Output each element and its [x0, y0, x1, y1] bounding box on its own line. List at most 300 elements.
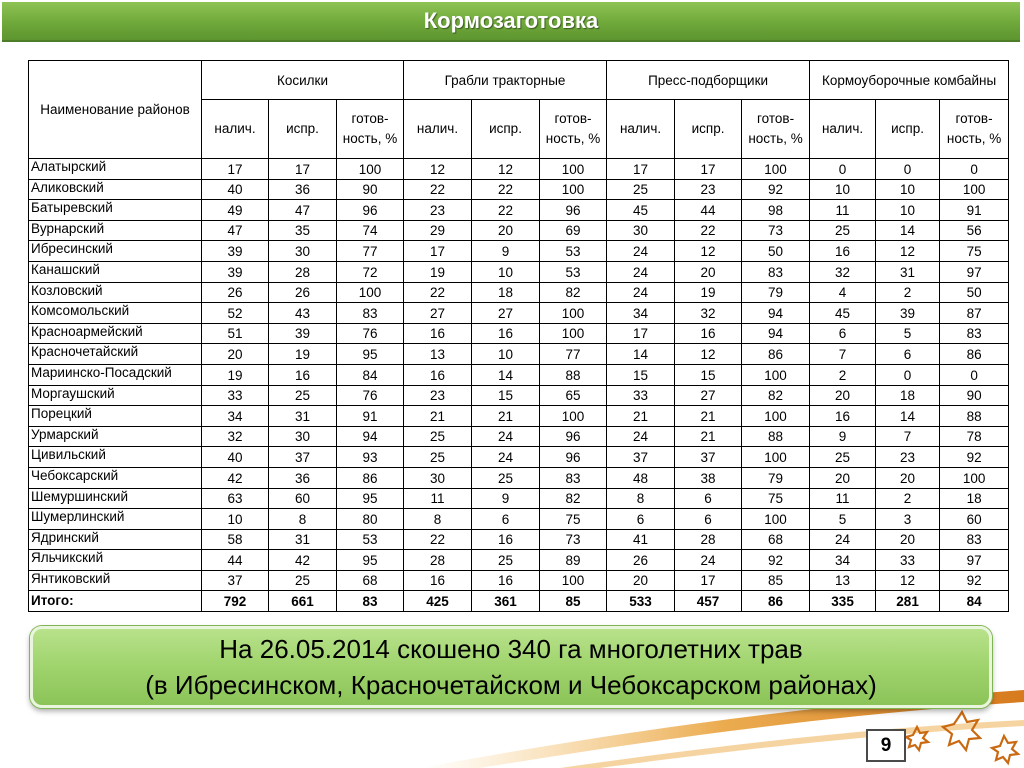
value-cell: 16 [472, 529, 540, 550]
value-cell: 75 [540, 509, 607, 530]
value-cell: 39 [202, 261, 269, 282]
sub-header: испр. [472, 100, 540, 159]
value-cell: 9 [472, 241, 540, 262]
value-cell: 87 [940, 303, 1009, 324]
value-cell: 6 [675, 488, 742, 509]
value-cell: 100 [742, 509, 810, 530]
value-cell: 83 [742, 261, 810, 282]
value-cell: 25 [810, 220, 876, 241]
district-name: Мариинско-Посадский [29, 364, 202, 385]
district-name: Козловский [29, 282, 202, 303]
value-cell: 92 [940, 447, 1009, 468]
value-cell: 51 [202, 323, 269, 344]
value-cell: 10 [202, 509, 269, 530]
district-name: Чебоксарский [29, 467, 202, 488]
value-cell: 82 [742, 385, 810, 406]
value-cell: 5 [810, 509, 876, 530]
value-cell: 16 [472, 323, 540, 344]
district-name: Ибресинский [29, 241, 202, 262]
value-cell: 90 [940, 385, 1009, 406]
value-cell: 100 [540, 406, 607, 427]
value-cell: 6 [810, 323, 876, 344]
value-cell: 92 [742, 179, 810, 200]
value-cell: 28 [675, 529, 742, 550]
value-cell: 11 [810, 200, 876, 221]
value-cell: 58 [202, 529, 269, 550]
value-cell: 37 [202, 570, 269, 591]
value-cell: 60 [269, 488, 337, 509]
district-name: Порецкий [29, 406, 202, 427]
value-cell: 17 [675, 570, 742, 591]
value-cell: 86 [742, 591, 810, 612]
value-cell: 94 [337, 426, 404, 447]
value-cell: 79 [742, 282, 810, 303]
page-title: Кормозаготовка [423, 8, 599, 33]
value-cell: 23 [404, 385, 472, 406]
district-name: Цивильский [29, 447, 202, 468]
value-cell: 18 [940, 488, 1009, 509]
value-cell: 91 [940, 200, 1009, 221]
value-cell: 100 [940, 467, 1009, 488]
value-cell: 95 [337, 344, 404, 365]
value-cell: 90 [337, 179, 404, 200]
value-cell: 41 [607, 529, 675, 550]
sub-header: налич. [607, 100, 675, 159]
value-cell: 50 [742, 241, 810, 262]
value-cell: 0 [810, 159, 876, 180]
value-cell: 34 [810, 550, 876, 571]
value-cell: 23 [675, 179, 742, 200]
value-cell: 361 [472, 591, 540, 612]
value-cell: 25 [269, 385, 337, 406]
value-cell: 22 [472, 179, 540, 200]
value-cell: 47 [269, 200, 337, 221]
value-cell: 96 [540, 447, 607, 468]
value-cell: 17 [675, 159, 742, 180]
value-cell: 17 [269, 159, 337, 180]
value-cell: 24 [472, 447, 540, 468]
value-cell: 79 [742, 467, 810, 488]
value-cell: 38 [675, 467, 742, 488]
value-cell: 92 [940, 570, 1009, 591]
value-cell: 44 [202, 550, 269, 571]
value-cell: 16 [404, 323, 472, 344]
group-header-balers: Пресс-подборщики [607, 61, 810, 100]
district-name: Янтиковский [29, 570, 202, 591]
value-cell: 6 [675, 509, 742, 530]
value-cell: 27 [675, 385, 742, 406]
value-cell: 77 [337, 241, 404, 262]
value-cell: 281 [876, 591, 940, 612]
value-cell: 94 [742, 323, 810, 344]
value-cell: 30 [269, 426, 337, 447]
value-cell: 14 [472, 364, 540, 385]
star-icon [992, 736, 1018, 763]
value-cell: 76 [337, 323, 404, 344]
value-cell: 97 [940, 550, 1009, 571]
value-cell: 11 [404, 488, 472, 509]
district-name: Алатырский [29, 159, 202, 180]
value-cell: 16 [269, 364, 337, 385]
value-cell: 24 [607, 261, 675, 282]
value-cell: 42 [269, 550, 337, 571]
value-cell: 56 [940, 220, 1009, 241]
district-name: Шемуршинский [29, 488, 202, 509]
value-cell: 24 [607, 282, 675, 303]
value-cell: 100 [742, 447, 810, 468]
value-cell: 88 [940, 406, 1009, 427]
value-cell: 17 [607, 159, 675, 180]
district-name: Ядринский [29, 529, 202, 550]
value-cell: 97 [940, 261, 1009, 282]
value-cell: 89 [540, 550, 607, 571]
value-cell: 45 [607, 200, 675, 221]
value-cell: 52 [202, 303, 269, 324]
value-cell: 20 [472, 220, 540, 241]
value-cell: 32 [202, 426, 269, 447]
value-cell: 425 [404, 591, 472, 612]
value-cell: 12 [404, 159, 472, 180]
value-cell: 7 [810, 344, 876, 365]
value-cell: 14 [876, 220, 940, 241]
value-cell: 28 [269, 261, 337, 282]
sub-header: испр. [876, 100, 940, 159]
value-cell: 30 [607, 220, 675, 241]
value-cell: 7 [876, 426, 940, 447]
district-name: Батыревский [29, 200, 202, 221]
value-cell: 20 [607, 570, 675, 591]
value-cell: 78 [940, 426, 1009, 447]
group-header-harvesters: Кормоуборочные комбайны [810, 61, 1009, 100]
value-cell: 92 [742, 550, 810, 571]
value-cell: 17 [404, 241, 472, 262]
value-cell: 73 [742, 220, 810, 241]
district-name: Урмарский [29, 426, 202, 447]
value-cell: 27 [472, 303, 540, 324]
value-cell: 37 [607, 447, 675, 468]
value-cell: 33 [202, 385, 269, 406]
value-cell: 30 [404, 467, 472, 488]
value-cell: 20 [810, 385, 876, 406]
district-name: Аликовский [29, 179, 202, 200]
value-cell: 13 [810, 570, 876, 591]
value-cell: 85 [540, 591, 607, 612]
value-cell: 15 [472, 385, 540, 406]
district-name: Моргаушский [29, 385, 202, 406]
sub-header: налич. [202, 100, 269, 159]
group-header-rakes: Грабли тракторные [404, 61, 607, 100]
value-cell: 68 [337, 570, 404, 591]
value-cell: 48 [607, 467, 675, 488]
value-cell: 100 [940, 179, 1009, 200]
value-cell: 24 [607, 241, 675, 262]
value-cell: 96 [540, 200, 607, 221]
sub-header: готов-ность, % [337, 100, 404, 159]
value-cell: 20 [876, 467, 940, 488]
value-cell: 84 [337, 364, 404, 385]
value-cell: 72 [337, 261, 404, 282]
value-cell: 2 [876, 488, 940, 509]
value-cell: 24 [810, 529, 876, 550]
value-cell: 25 [404, 447, 472, 468]
value-cell: 21 [472, 406, 540, 427]
value-cell: 75 [940, 241, 1009, 262]
value-cell: 33 [876, 550, 940, 571]
value-cell: 5 [876, 323, 940, 344]
value-cell: 40 [202, 179, 269, 200]
value-cell: 34 [202, 406, 269, 427]
value-cell: 9 [810, 426, 876, 447]
value-cell: 82 [540, 488, 607, 509]
value-cell: 96 [337, 200, 404, 221]
value-cell: 8 [607, 488, 675, 509]
value-cell: 24 [472, 426, 540, 447]
sub-header: испр. [675, 100, 742, 159]
value-cell: 77 [540, 344, 607, 365]
sub-header: налич. [404, 100, 472, 159]
value-cell: 95 [337, 488, 404, 509]
value-cell: 86 [337, 467, 404, 488]
value-cell: 20 [675, 261, 742, 282]
value-cell: 21 [675, 426, 742, 447]
value-cell: 25 [269, 570, 337, 591]
value-cell: 0 [876, 364, 940, 385]
value-cell: 73 [540, 529, 607, 550]
star-icon [906, 727, 928, 750]
value-cell: 22 [404, 529, 472, 550]
value-cell: 533 [607, 591, 675, 612]
group-header-mowers: Косилки [202, 61, 404, 100]
value-cell: 335 [810, 591, 876, 612]
value-cell: 47 [202, 220, 269, 241]
value-cell: 88 [742, 426, 810, 447]
sub-header: готов-ность, % [540, 100, 607, 159]
value-cell: 100 [742, 406, 810, 427]
value-cell: 50 [940, 282, 1009, 303]
value-cell: 32 [810, 261, 876, 282]
value-cell: 39 [269, 323, 337, 344]
value-cell: 0 [876, 159, 940, 180]
page-number: 9 [866, 729, 906, 762]
value-cell: 42 [202, 467, 269, 488]
value-cell: 22 [675, 220, 742, 241]
value-cell: 22 [404, 179, 472, 200]
value-cell: 25 [607, 179, 675, 200]
value-cell: 0 [940, 364, 1009, 385]
value-cell: 25 [472, 550, 540, 571]
value-cell: 2 [876, 282, 940, 303]
value-cell: 8 [404, 509, 472, 530]
value-cell: 15 [607, 364, 675, 385]
value-cell: 100 [337, 159, 404, 180]
value-cell: 12 [675, 344, 742, 365]
value-cell: 20 [202, 344, 269, 365]
value-cell: 6 [607, 509, 675, 530]
district-name: Шумерлинский [29, 509, 202, 530]
value-cell: 45 [810, 303, 876, 324]
value-cell: 8 [269, 509, 337, 530]
value-cell: 83 [940, 529, 1009, 550]
value-cell: 18 [472, 282, 540, 303]
value-cell: 86 [742, 344, 810, 365]
value-cell: 21 [404, 406, 472, 427]
value-cell: 12 [675, 241, 742, 262]
value-cell: 10 [876, 179, 940, 200]
value-cell: 12 [472, 159, 540, 180]
sub-header: испр. [269, 100, 337, 159]
value-cell: 24 [607, 426, 675, 447]
value-cell: 33 [607, 385, 675, 406]
value-cell: 100 [540, 159, 607, 180]
value-cell: 94 [742, 303, 810, 324]
value-cell: 17 [202, 159, 269, 180]
value-cell: 85 [742, 570, 810, 591]
value-cell: 95 [337, 550, 404, 571]
value-cell: 19 [404, 261, 472, 282]
value-cell: 96 [540, 426, 607, 447]
value-cell: 83 [337, 303, 404, 324]
value-cell: 63 [202, 488, 269, 509]
sub-header: налич. [810, 100, 876, 159]
value-cell: 36 [269, 467, 337, 488]
value-cell: 93 [337, 447, 404, 468]
value-cell: 68 [742, 529, 810, 550]
value-cell: 21 [675, 406, 742, 427]
value-cell: 100 [337, 282, 404, 303]
value-cell: 10 [876, 200, 940, 221]
value-cell: 65 [540, 385, 607, 406]
district-name: Вурнарский [29, 220, 202, 241]
value-cell: 75 [742, 488, 810, 509]
value-cell: 16 [810, 241, 876, 262]
value-cell: 457 [675, 591, 742, 612]
value-cell: 19 [269, 344, 337, 365]
value-cell: 31 [876, 261, 940, 282]
note-line-2: (в Ибресинском, Красночетайском и Чебоксарском районах) [145, 670, 877, 700]
value-cell: 39 [876, 303, 940, 324]
value-cell: 37 [675, 447, 742, 468]
value-cell: 15 [675, 364, 742, 385]
value-cell: 20 [876, 529, 940, 550]
value-cell: 661 [269, 591, 337, 612]
note-banner [30, 626, 992, 708]
value-cell: 4 [810, 282, 876, 303]
district-name: Красночетайский [29, 344, 202, 365]
value-cell: 39 [202, 241, 269, 262]
value-cell: 84 [940, 591, 1009, 612]
value-cell: 23 [876, 447, 940, 468]
value-cell: 13 [404, 344, 472, 365]
district-name: Красноармейский [29, 323, 202, 344]
value-cell: 100 [540, 179, 607, 200]
value-cell: 792 [202, 591, 269, 612]
value-cell: 31 [269, 406, 337, 427]
value-cell: 60 [940, 509, 1009, 530]
value-cell: 19 [675, 282, 742, 303]
value-cell: 30 [269, 241, 337, 262]
value-cell: 88 [540, 364, 607, 385]
value-cell: 40 [202, 447, 269, 468]
value-cell: 83 [337, 591, 404, 612]
value-cell: 36 [269, 179, 337, 200]
value-cell: 16 [404, 570, 472, 591]
value-cell: 98 [742, 200, 810, 221]
value-cell: 20 [810, 467, 876, 488]
value-cell: 0 [940, 159, 1009, 180]
value-cell: 91 [337, 406, 404, 427]
district-name-header: Наименование районов [29, 61, 202, 159]
value-cell: 28 [404, 550, 472, 571]
sub-header: готов-ность, % [940, 100, 1009, 159]
value-cell: 31 [269, 529, 337, 550]
value-cell: 76 [337, 385, 404, 406]
value-cell: 69 [540, 220, 607, 241]
value-cell: 100 [742, 364, 810, 385]
value-cell: 86 [940, 344, 1009, 365]
value-cell: 10 [472, 261, 540, 282]
value-cell: 53 [337, 529, 404, 550]
value-cell: 34 [607, 303, 675, 324]
value-cell: 22 [472, 200, 540, 221]
value-cell: 74 [337, 220, 404, 241]
district-name: Яльчикский [29, 550, 202, 571]
note-line-1: На 26.05.2014 скошено 340 га многолетних трав [219, 634, 803, 664]
value-cell: 53 [540, 261, 607, 282]
value-cell: 10 [810, 179, 876, 200]
value-cell: 11 [810, 488, 876, 509]
value-cell: 82 [540, 282, 607, 303]
value-cell: 9 [472, 488, 540, 509]
value-cell: 16 [675, 323, 742, 344]
value-cell: 2 [810, 364, 876, 385]
value-cell: 26 [269, 282, 337, 303]
value-cell: 83 [540, 467, 607, 488]
value-cell: 3 [876, 509, 940, 530]
value-cell: 44 [675, 200, 742, 221]
value-cell: 100 [742, 159, 810, 180]
value-cell: 26 [607, 550, 675, 571]
value-cell: 49 [202, 200, 269, 221]
value-cell: 32 [675, 303, 742, 324]
district-name: Комсомольский [29, 303, 202, 324]
value-cell: 83 [940, 323, 1009, 344]
value-cell: 25 [472, 467, 540, 488]
value-cell: 26 [202, 282, 269, 303]
value-cell: 27 [404, 303, 472, 324]
district-name: Итого: [29, 591, 202, 612]
value-cell: 18 [876, 385, 940, 406]
value-cell: 100 [540, 323, 607, 344]
value-cell: 21 [607, 406, 675, 427]
value-cell: 10 [472, 344, 540, 365]
value-cell: 43 [269, 303, 337, 324]
district-name: Канашский [29, 261, 202, 282]
value-cell: 29 [404, 220, 472, 241]
value-cell: 17 [607, 323, 675, 344]
value-cell: 80 [337, 509, 404, 530]
sub-header: готов-ность, % [742, 100, 810, 159]
value-cell: 35 [269, 220, 337, 241]
value-cell: 12 [876, 241, 940, 262]
value-cell: 24 [675, 550, 742, 571]
value-cell: 6 [472, 509, 540, 530]
value-cell: 16 [404, 364, 472, 385]
value-cell: 25 [810, 447, 876, 468]
value-cell: 22 [404, 282, 472, 303]
value-cell: 14 [607, 344, 675, 365]
value-cell: 19 [202, 364, 269, 385]
value-cell: 53 [540, 241, 607, 262]
